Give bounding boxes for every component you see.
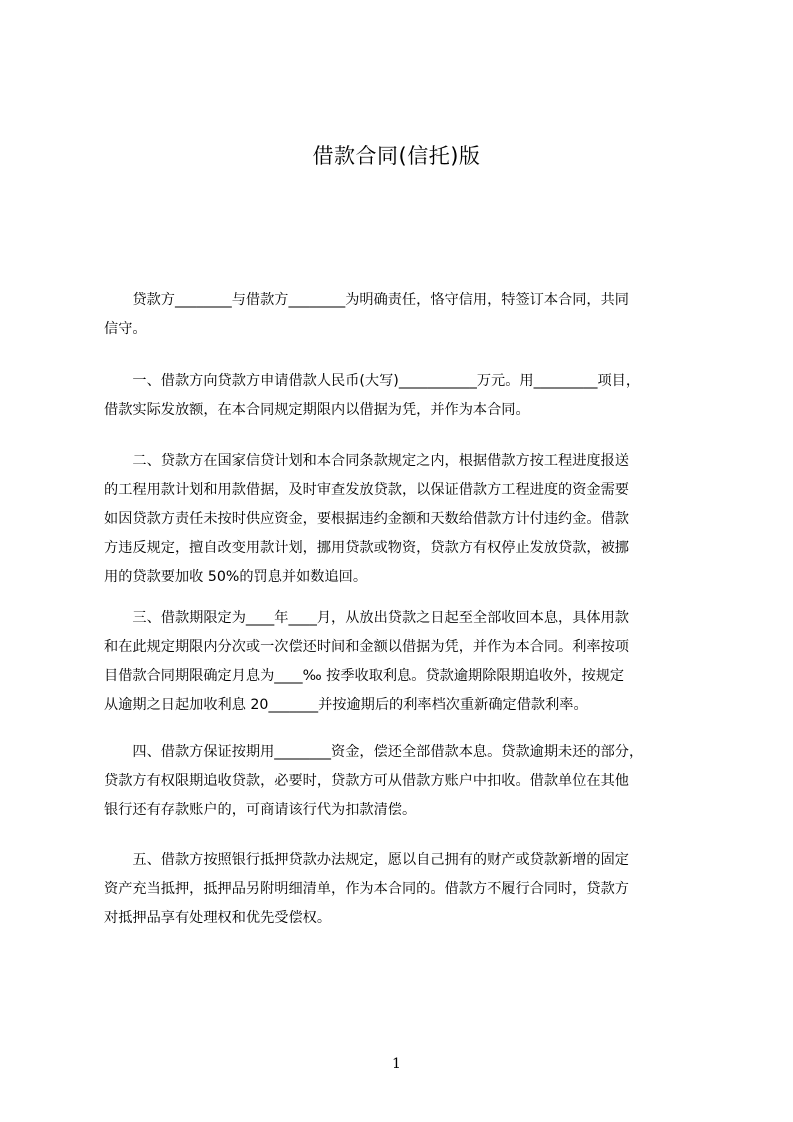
paragraph-line: 目借款合同期限确定月息为____‰ 按季收取利息。贷款逾期除限期追收外，按规定 [104,668,625,684]
paragraph-preamble [104,286,696,344]
paragraph-clause-5 [104,846,696,933]
paragraph-clause-1 [104,367,696,425]
paragraph-line: 三、借款期限定为____年____月，从放出贷款之日起至全部收回本息，具体用款 [104,610,629,626]
paragraph-line: 信守。 [104,321,147,337]
paragraph-clause-3 [104,604,696,720]
paragraph-line: 五、借款方按照银行抵押贷款办法规定，愿以自己拥有的财产或贷款新增的固定 [104,852,629,868]
paragraph-clause-2 [104,447,696,592]
paragraph-line: 的工程用款计划和用款借据，及时审查发放贷款，以保证借款方工程进度的资金需要 [104,482,629,498]
page-number: 1 [392,1056,401,1072]
paragraph-line: 对抵押品享有处理权和优先受偿权。 [104,910,332,926]
paragraph-line: 资产充当抵押，抵押品另附明细清单，作为本合同的。借款方不履行合同时，贷款方 [104,881,629,897]
paragraph-clause-4 [104,738,696,825]
paragraph-line: 贷款方________与借款方________为明确责任，恪守信用，特签订本合同，共同 [104,292,629,308]
paragraph-line: 贷款方有权限期追收贷款，必要时，贷款方可从借款方账户中扣收。借款单位在其他 [104,773,629,789]
paragraph-line: 方违反规定，擅自改变用款计划，挪用贷款或物资，贷款方有权停止发放贷款，被挪 [104,540,629,556]
paragraph-line: 和在此规定期限内分次或一次偿还时间和金额以借据为凭，并作为本合同。利率按项 [104,639,629,655]
paragraph-line: 银行还有存款账户的，可商请该行代为扣款清偿。 [104,802,417,818]
paragraph-line: 用的贷款要加收 50%的罚息并如数追回。 [104,569,368,585]
paragraph-line: 如因贷款方责任未按时供应资金，要根据违约金额和天数给借款方计付违约金。借款 [104,511,629,527]
paragraph-line: 一、借款方向贷款方申请借款人民币(大写)___________万元。用_________项目， [104,373,641,389]
paragraph-line: 四、借款方保证按期用________资金，偿还全部借款本息。贷款逾期未还的部分， [104,744,644,760]
document-title: 借款合同(信托)版 [312,144,481,168]
paragraph-line: 二、贷款方在国家信贷计划和本合同条款规定之内，根据借款方按工程进度报送 [104,453,629,469]
paragraph-line: 借款实际发放额，在本合同规定期限内以借据为凭，并作为本合同。 [104,402,530,418]
paragraph-line: 从逾期之日起加收利息 20_______并按逾期后的利率档次重新确定借款利率。 [104,697,588,713]
